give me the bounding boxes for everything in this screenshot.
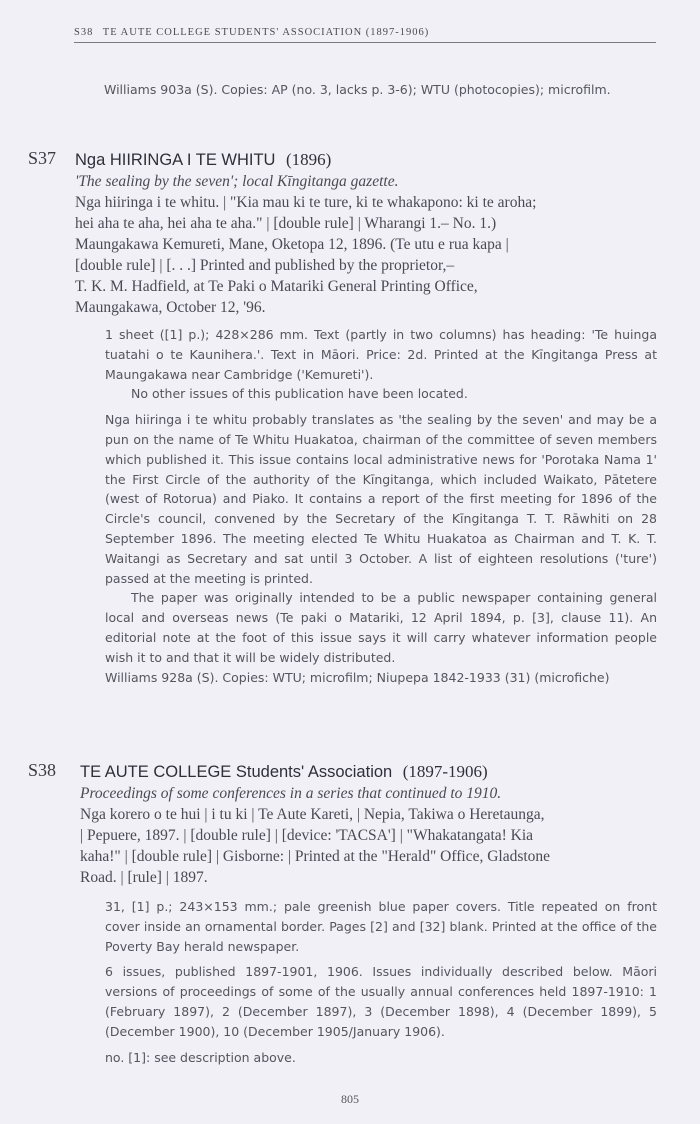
holdings-line: Williams 928a (S). Copies: WTU; microfilm; Niupepa 1842-1933 (31) (microfiche) xyxy=(105,669,610,685)
note-paragraph: Nga hiiringa i te whitu probably translates as 'the sealing by the seven' and may be a pun on the name of Te Whitu Huakatoa, chairman of the committee of seven members which published it. This issue contains local administrative news for 'Porotaka Nama 1' the First Circle of the authority of the Kīngitanga, which included Waikato, Pātetere (west of Rotorua) and Piako. It contains a report of the first meeting for 1896 of the Circle's council, convened by the Secretary of the Kīngitanga T. T. Rāwhiti on 28 September 1896. The meeting elected Te Whitu Huakatoa as Chairman and T. K. T. Waitangi as Secretary and sat until 3 October. A list of eighteen resolutions ('ture') passed at the meeting is printed. xyxy=(105,412,657,586)
transcription-line: Road. | [rule] | 1897. xyxy=(80,869,208,886)
entry-id: S38 xyxy=(28,760,57,780)
title-transcription xyxy=(80,804,665,888)
entry-dates: (1897-1906) xyxy=(402,762,488,781)
transcription-line: [double rule] | [. . .] Printed and published by the proprietor,– xyxy=(75,257,455,274)
note-paragraph: 6 issues, published 1897-1901, 1906. Issues individually described below. Māori versions of proceedings of some of the usually annual conferences held 1897-1910: 1 (February 1897), 2 (December 1897), 3 (December 1898), 4 (December 1899), 5 (December 1900), 10 (December 1905/January 1906). xyxy=(105,964,657,1039)
physical-description: 31, [1] p.; 243×153 mm.; pale greenish blue paper covers. Title repeated on front cover inside an ornamental border. Pages [2] and [32] blank. Printed at the office of the Poverty Bay herald newspaper. xyxy=(105,899,657,954)
entry-id: S37 xyxy=(28,148,57,168)
note-paragraph: The paper was originally intended to be a public newspaper containing general local and overseas news (Te paki o Matariki, 12 April 1894, p. [3], clause 11). An editorial note at the foot of this issue says it will carry whatever information people wish it to and that it will be widely distributed. xyxy=(105,590,657,665)
running-head-code: S38 xyxy=(74,27,94,38)
transcription-line: kaha!" | [double rule] | Gisborne: | Printed at the "Herald" Office, Gladstone xyxy=(80,848,551,865)
entry-s38-notes xyxy=(105,897,657,1067)
transcription-line: hei aha te aha, hei aha te aha." | [double rule] | Wharangi 1.– No. 1.) xyxy=(75,215,497,232)
entry-subtitle: 'The sealing by the seven'; local Kīngitanga gazette. xyxy=(75,173,399,190)
entry-s37-notes xyxy=(105,325,657,687)
transcription-line: T. K. M. Hadfield, at Te Paki o Matariki General Printing Office, xyxy=(75,278,478,295)
running-head-dates: (1897-1906) xyxy=(365,27,430,38)
entry-head xyxy=(75,148,660,318)
entry-name: TE AUTE COLLEGE Students' Association xyxy=(80,763,393,781)
previous-entry-tail xyxy=(104,80,656,99)
previous-entry-copies: Williams 903a (S). Copies: AP (no. 3, lacks p. 3-6); WTU (photocopies); microfilm. xyxy=(104,82,611,97)
note-paragraph: No other issues of this publication have been located. xyxy=(131,386,468,402)
transcription-line: Maungakawa, October 12, '96. xyxy=(75,299,266,316)
physical-description: 1 sheet ([1] p.); 428×286 mm. Text (partly in two columns) has heading: 'Te huinga tuatahi o te Kaunihera.'. Text in Māori. Price: 2d. Printed at the Kīngitanga Press at Maungakawa near Cambridge ('Kemureti'). xyxy=(105,327,657,382)
running-head xyxy=(74,27,656,43)
entry-dates: (1896) xyxy=(285,150,332,169)
entry-title xyxy=(75,148,660,171)
running-head-title: TE AUTE COLLEGE STUDENTS' ASSOCIATION xyxy=(102,27,363,38)
transcription-line: Maungakawa Kemureti, Mane, Oketopa 12, 1896. (Te utu e rua kapa | xyxy=(75,236,509,253)
transcription-line: | Pepuere, 1897. | [double rule] | [device: 'TACSA'] | "Whakatangata! Kia xyxy=(80,827,534,844)
transcription-line: Nga korero o te hui | i tu ki | Te Aute Kareti, | Nepia, Takiwa o Heretaunga, xyxy=(80,806,545,823)
title-transcription xyxy=(75,192,660,318)
transcription-line: Nga hiiringa i te whitu. | "Kia mau ki te ture, ki te whakapono: ki te aroha; xyxy=(75,194,537,211)
entry-name: Nga HIIRINGA I TE WHITU xyxy=(75,151,276,169)
entry-subtitle: Proceedings of some conferences in a series that continued to 1910. xyxy=(80,785,502,802)
page-number: 805 xyxy=(341,1092,359,1106)
entry-head xyxy=(80,760,665,888)
entry-title xyxy=(80,760,665,783)
note-paragraph: no. [1]: see description above. xyxy=(105,1049,296,1065)
